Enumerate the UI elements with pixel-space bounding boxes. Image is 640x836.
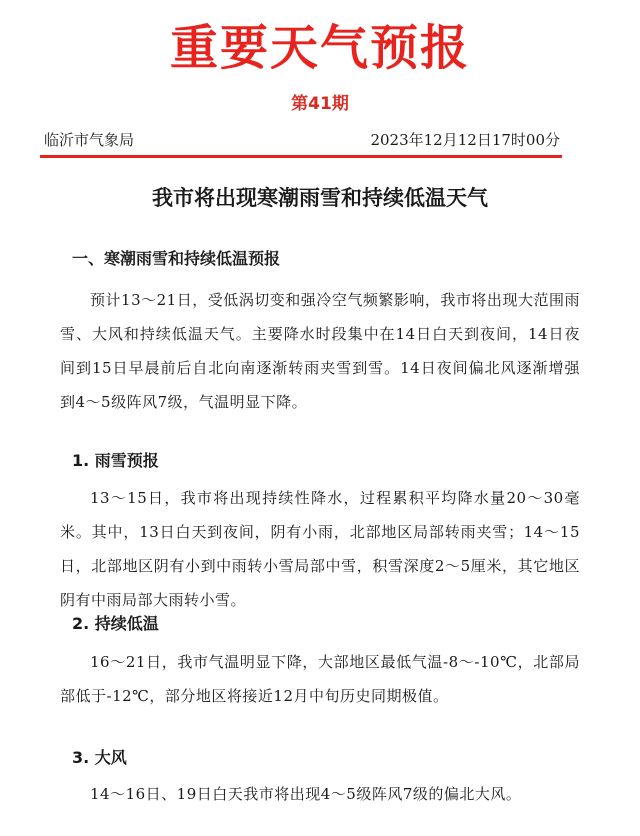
issuer-name: 临沂市气象局 bbox=[44, 131, 135, 149]
section-paragraph bbox=[60, 283, 580, 419]
section-paragraph-text: 预计13～21日，受低涡切变和强冷空气频繁影响，我市将出现大范围雨雪、大风和持续低温天气。主要降水时段集中在14日白天到夜间，14日夜间到15日早晨前后自北向南逐渐转雨夹雪到雪。14日夜间偏北风逐渐增强到4～5级阵风7级，气温明显下降。 bbox=[60, 291, 580, 411]
red-divider bbox=[40, 155, 562, 158]
section-paragraph-text: 14～16日、19日白天我市将出现4～5级阵风7级的偏北大风。 bbox=[90, 785, 522, 803]
section-paragraph bbox=[60, 481, 580, 617]
issue-number: 第41期 bbox=[291, 94, 349, 114]
section-heading bbox=[72, 612, 592, 636]
section-paragraph bbox=[60, 777, 580, 811]
section-heading-text: 2. 持续低温 bbox=[72, 614, 159, 633]
section-paragraph bbox=[60, 645, 580, 713]
section-paragraph-text: 13～15日，我市将出现持续性降水，过程累积平均降水量20～30毫米。其中，13日白天到夜间，阴有小雨，北部地区局部转雨夹雪；14～15日，北部地区阴有小到中雨转小雪局部中雪，积雪深度2～5厘米，其它地区阴有中雨局部大雨转小雪。 bbox=[60, 489, 580, 609]
section-paragraph-text: 16～21日，我市气温明显下降，大部地区最低气温-8～-10℃，北部局部低于-12℃，部分地区将接近12月中旬历史同期极值。 bbox=[60, 653, 580, 705]
section-heading bbox=[72, 247, 592, 271]
section-heading bbox=[72, 449, 592, 473]
section-heading-text: 3. 大风 bbox=[72, 748, 127, 767]
issue-datetime: 2023年12月12日17时00分 bbox=[370, 131, 560, 149]
section-heading-text: 1. 雨雪预报 bbox=[72, 451, 159, 470]
document-title: 我市将出现寒潮雨雪和持续低温天气 bbox=[152, 186, 488, 210]
section-heading bbox=[72, 746, 592, 770]
issuer-row bbox=[44, 128, 560, 152]
masthead-title: 重要天气预报 bbox=[169, 20, 470, 76]
section-heading-text: 一、寒潮雨雪和持续低温预报 bbox=[72, 249, 281, 268]
